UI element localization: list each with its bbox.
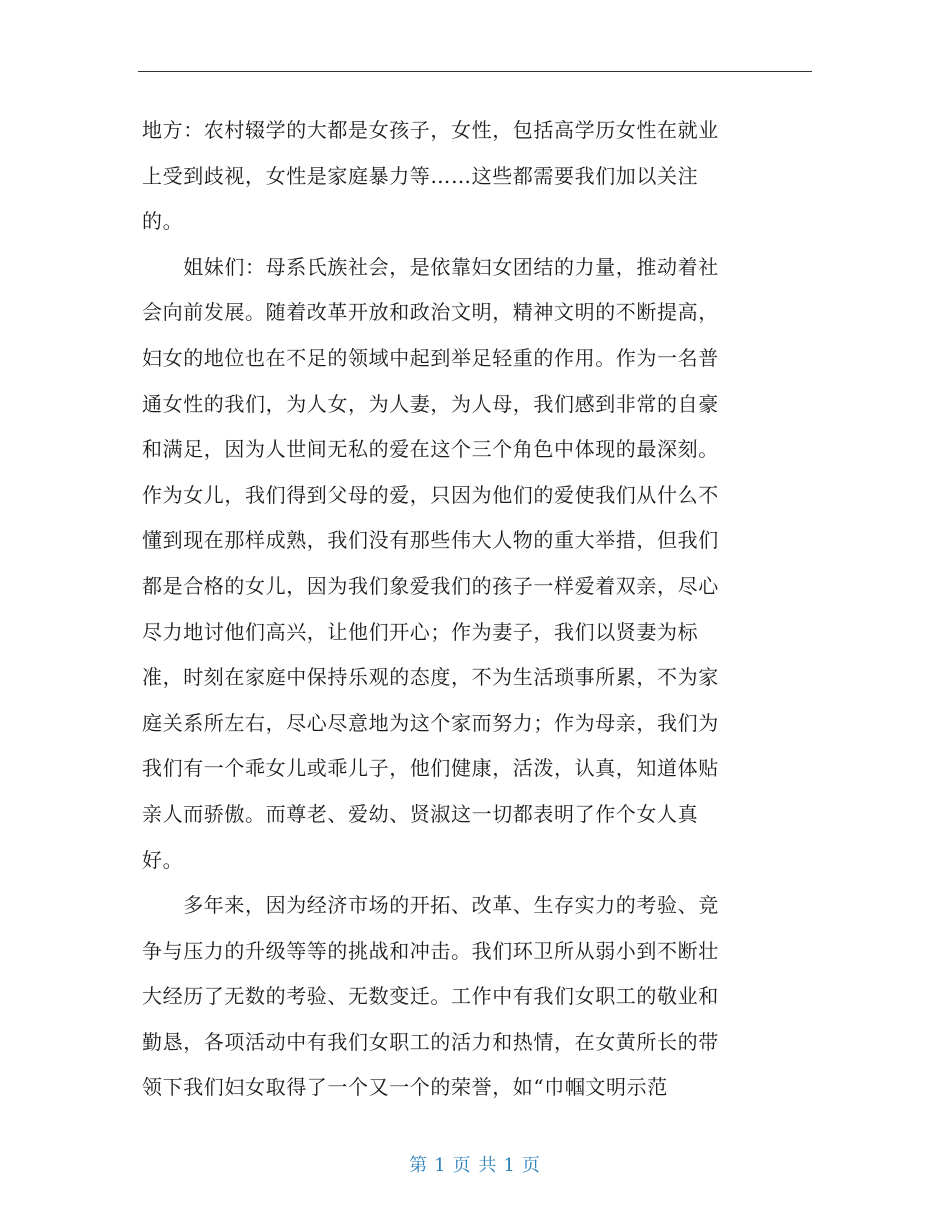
text-line: 和满足，因为人世间无私的爱在这个三个角色中体现的最深刻。 [142,437,719,462]
footer-suffix: 页 [521,1155,541,1176]
page-footer [0,1151,950,1177]
footer-total-pages: 1 [503,1155,516,1176]
text-line: 争与压力的升级等等的挑战和冲击。我们环卫所从弱小到不断壮 [142,938,719,963]
text-line: 懂到现在那样成熟，我们没有那些伟大人物的重大举措，但我们 [142,528,719,553]
text-line: 勤恳，各项活动中有我们女职工的活力和热情，在女黄所长的带 [142,1029,719,1054]
text-line: 多年来，因为经济市场的开拓、改革、生存实力的考验、竞 [142,893,719,918]
text-line: 都是合格的女儿，因为我们象爱我们的孩子一样爱着双亲，尽心 [142,573,719,598]
text-line: 好。 [142,847,184,872]
text-line: 庭关系所左右，尽心尽意地为这个家而努力；作为母亲，我们为 [142,710,719,735]
text-line: 姐妹们：母系氏族社会，是依靠妇女团结的力量，推动着社 [142,254,719,279]
text-line: 上受到歧视，女性是家庭暴力等……这些都需要我们加以关注 [142,163,699,188]
header-rule [138,71,812,72]
footer-middle: 页 共 [452,1155,498,1176]
footer-prefix: 第 [409,1155,429,1176]
text-line: 领下我们妇女取得了一个又一个的荣誉，如“巾帼文明示范 [142,1075,668,1100]
text-line: 地方：农村辍学的大都是女孩子，女性，包括高学历女性在就业 [142,118,719,142]
footer-page-number: 1 [434,1155,447,1176]
body-text [142,108,802,1111]
text-line: 我们有一个乖女儿或乖儿子，他们健康，活泼，认真，知道体贴 [142,756,719,781]
text-line: 准，时刻在家庭中保持乐观的态度，不为生活琐事所累，不为家 [142,665,719,690]
text-line: 亲人而骄傲。而尊老、爱幼、贤淑这一切都表明了作个女人真 [142,801,699,826]
text-line: 会向前发展。随着改革开放和政治文明，精神文明的不断提高， [142,300,719,325]
text-line: 的。 [142,209,184,234]
text-line: 妇女的地位也在不足的领域中起到举足轻重的作用。作为一名普 [142,345,719,370]
text-line: 尽力地讨他们高兴，让他们开心；作为妻子，我们以贤妻为标 [142,619,699,644]
text-line: 大经历了无数的考验、无数变迁。工作中有我们女职工的敬业和 [142,984,719,1009]
text-line: 通女性的我们，为人女，为人妻，为人母，我们感到非常的自豪 [142,391,719,416]
text-line: 作为女儿，我们得到父母的爱，只因为他们的爱使我们从什么不 [142,482,719,507]
